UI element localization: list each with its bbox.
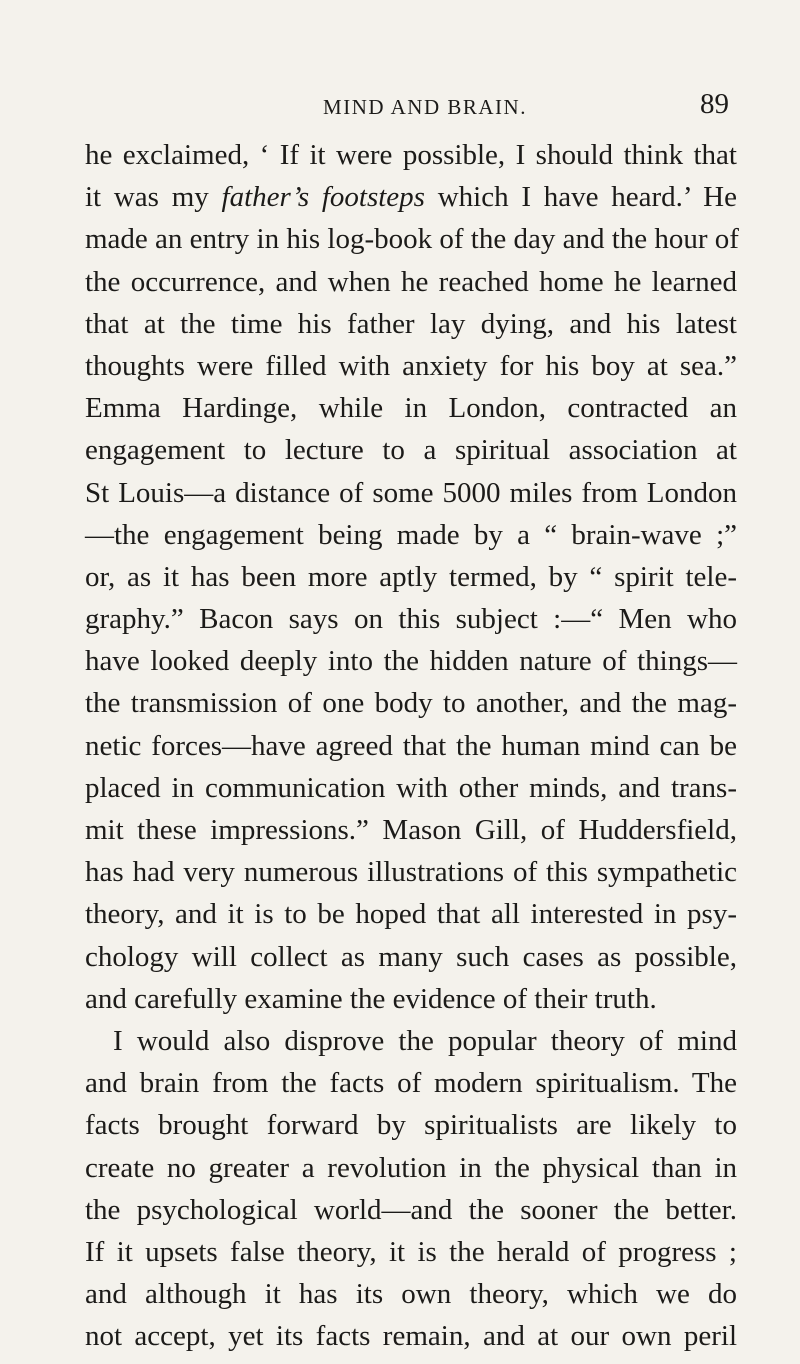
text-line [85,176,737,218]
text-line [85,218,737,260]
text-line [85,682,737,724]
text-segment: graphy.” Bacon says on this subject :—“ Men who [85,603,737,636]
text-segment: and carefully examine the evidence of their truth. [85,982,657,1015]
text-line [85,1273,737,1315]
text-segment: has had very numerous illustrations of this sympathetic [85,856,737,889]
text-segment: the occurrence, and when he reached home he learned [85,265,737,298]
text-segment: I would also disprove the popular theory of mind [113,1024,737,1057]
text-line [85,598,737,640]
text-segment: the psychological world—and the sooner the better. [85,1193,737,1226]
text-segment: If it upsets false theory, it is the herald of progress ; [85,1235,737,1268]
text-line [85,809,737,851]
text-line [85,261,737,303]
text-line [85,387,737,429]
running-head-title: MIND AND BRAIN. [323,95,527,119]
text-line [85,936,737,978]
text-line [85,472,737,514]
text-line [85,303,737,345]
text-segment: —the engagement being made by a “ brain-wave ;” [85,518,737,551]
text-line [85,767,737,809]
italic-text: father’s footsteps [221,181,425,214]
text-segment: St Louis—a distance of some 5000 miles from London [85,476,737,509]
text-segment: the transmission of one body to another, and the mag- [85,687,737,720]
text-line [85,1147,737,1189]
text-segment: theory, and it is to be hoped that all interested in psy- [85,898,737,931]
text-line [85,429,737,471]
text-segment: create no greater a revolution in the physical than in [85,1151,737,1184]
text-line [85,978,737,1020]
text-line [85,514,737,556]
text-line [85,1104,737,1146]
text-line [85,345,737,387]
text-line [85,556,737,598]
body-text [85,134,737,1357]
text-line [85,725,737,767]
text-line [85,1062,737,1104]
text-line [85,851,737,893]
text-line [85,1315,737,1357]
text-segment: engagement to lecture to a spiritual association at [85,434,737,467]
text-line [85,134,737,176]
text-segment: not accept, yet its facts remain, and at our own peril [85,1320,737,1353]
text-segment: placed in communication with other minds, and trans- [85,771,737,804]
text-line [85,1189,737,1231]
text-segment: made an entry in his log-book of the day and the hour of [85,223,739,256]
text-segment: have looked deeply into the hidden nature of things— [85,645,737,678]
page-number: 89 [700,88,729,120]
text-line [85,1231,737,1273]
text-segment: facts brought forward by spiritualists are likely to [85,1109,737,1142]
text-line [85,893,737,935]
running-head [0,88,800,122]
text-line [85,640,737,682]
text-segment: it was my [85,181,222,214]
text-segment: he exclaimed, ‘ If it were possible, I should think that [85,139,737,171]
text-segment: and although it has its own theory, which we do [85,1278,737,1311]
text-segment: or, as it has been more aptly termed, by “ spirit tele- [85,560,737,593]
text-segment: which I have heard.’ He [424,181,737,214]
text-segment: that at the time his father lay dying, and his latest [85,307,737,340]
text-line [85,1020,737,1062]
text-segment: and brain from the facts of modern spiritualism. The [85,1067,737,1100]
text-segment: chology will collect as many such cases as possible, [85,940,737,973]
text-segment: Emma Hardinge, while in London, contracted an [85,392,737,425]
text-segment: netic forces—have agreed that the human mind can be [85,729,737,762]
text-segment: thoughts were filled with anxiety for his boy at sea.” [85,349,737,382]
text-segment: mit these impressions.” Mason Gill, of Huddersfield, [85,814,737,846]
